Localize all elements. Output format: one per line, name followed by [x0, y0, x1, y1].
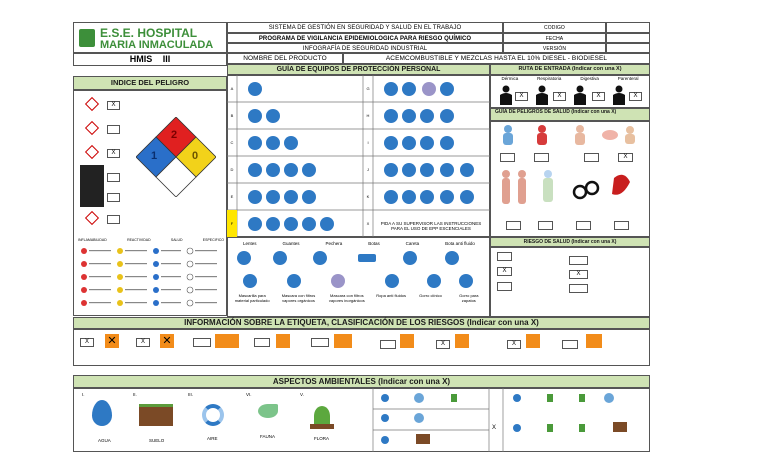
- flammable-label-icon: [276, 334, 290, 348]
- label-ropa: Ropa anti fluidos: [376, 293, 407, 298]
- ruta-mark-1[interactable]: X: [553, 92, 566, 101]
- label-mascara-organicos: Mascara con filtros vapores orgánicos: [281, 293, 316, 303]
- suelo-label: SUELO: [149, 438, 165, 443]
- ruta-parenteral: Parenteral: [617, 76, 639, 81]
- epp-row-d: D: [230, 167, 234, 172]
- ruta-title: RUTA DE ENTRADA (Indicar con una X): [490, 64, 650, 75]
- epp-row-e: E: [230, 194, 234, 199]
- epp-row-b: B: [230, 113, 234, 118]
- suelo-num: II.: [133, 392, 137, 397]
- ruta-mark-2[interactable]: X: [592, 92, 605, 101]
- epp-row-f: F: [230, 221, 234, 226]
- corrosive-label-icon: [400, 334, 414, 348]
- flora-num: V.: [300, 392, 304, 397]
- plant-pot-icon: [310, 424, 334, 429]
- soil-icon: [139, 404, 173, 426]
- ambientales-title: ASPECTOS AMBIENTALES (Indicar con una X): [73, 375, 650, 388]
- agua-num: I.: [82, 392, 85, 397]
- epp-title: GUÍA DE EQUIPOS DE PROTECCIÓN PERSONAL: [227, 64, 490, 75]
- label-botas: Botas: [368, 241, 380, 246]
- etiqueta-mark-6[interactable]: X: [436, 340, 450, 349]
- parenteral-person-icon: [612, 85, 626, 105]
- toxic-label-icon: ✕: [105, 334, 119, 348]
- label-careta: Careta: [405, 241, 420, 246]
- explosive-label-icon: [215, 334, 239, 348]
- aire-num: III.: [188, 392, 194, 397]
- peligros-r2-mark-1[interactable]: [538, 221, 553, 230]
- nfpa-fire-value: 2: [171, 129, 178, 141]
- indice-mark-2[interactable]: X: [107, 149, 120, 158]
- epp-note: PIDA A SU SUPERVISOR LAS INSTRUCCIONES PARA EL USO DE EPP ESCENCIALES: [380, 221, 482, 231]
- indice-mark-5[interactable]: [107, 215, 120, 224]
- ruta-labels: [492, 76, 648, 81]
- riesgo-left-mark-0[interactable]: [497, 252, 512, 261]
- peligros-title: GUÍA DE PELIGROS DE SALUD (Indicar con una X): [490, 108, 650, 121]
- nfpa-reactivity-value: 0: [192, 150, 199, 162]
- epp-row-c: C: [230, 140, 234, 145]
- etiqueta-mark-1[interactable]: X: [136, 338, 150, 347]
- riesgo-title: RIESGO DE SALUD (Indicar con una X): [490, 237, 650, 247]
- etiqueta-mark-8[interactable]: [562, 340, 578, 349]
- nfpa-diamond: [136, 117, 216, 197]
- indice-mark-4[interactable]: [107, 193, 120, 202]
- epp-row-h: H: [366, 113, 370, 118]
- product-label: NOMBRE DEL PRODUCTO: [227, 53, 343, 64]
- fauna-num: VI.: [246, 392, 252, 397]
- etiqueta-mark-4[interactable]: [311, 338, 329, 347]
- label-pechera: Pechera: [325, 241, 343, 246]
- amb-item-agua: [82, 392, 126, 448]
- oxidizing-label-icon: [334, 334, 352, 348]
- flammable-sign-icon: [85, 97, 99, 111]
- amb-item-fauna: [246, 392, 290, 448]
- logo-box: [73, 22, 227, 53]
- indice-panel: [73, 90, 227, 316]
- fauna-label: FAUNA: [260, 434, 276, 439]
- etiqueta-mark-5[interactable]: [380, 340, 396, 349]
- version-value: [606, 43, 650, 53]
- riesgo-left-mark-1[interactable]: X: [497, 267, 512, 276]
- flora-label: FLORA: [314, 436, 330, 441]
- peligros-r1-mark-0[interactable]: [500, 153, 515, 162]
- amb-item-flora: [300, 392, 344, 448]
- plant-icon: [314, 406, 330, 426]
- epp-row-g: G: [366, 86, 370, 91]
- indice-mark-3[interactable]: [107, 173, 120, 182]
- hummingbird-icon: [258, 404, 278, 418]
- environment-label-icon: [455, 334, 469, 348]
- epp-row-j: J: [367, 167, 369, 172]
- wind-icon: [202, 404, 224, 426]
- ruta-mark-0[interactable]: X: [515, 92, 528, 101]
- amb-item-suelo: [133, 392, 177, 448]
- etiqueta-mark-7[interactable]: X: [507, 340, 521, 349]
- epp-row-x: X: [366, 221, 370, 226]
- health-hazard-sign-icon: [85, 145, 99, 159]
- hmis-box: [73, 53, 227, 66]
- product-name: ACEMCOMBUSTIBLE Y MEZCLAS HASTA EL 10% DIESEL - BIODIESEL: [343, 53, 650, 64]
- ruta-respiratoria: Respiratoria: [537, 76, 562, 81]
- peligros-r1-mark-3[interactable]: X: [618, 153, 633, 162]
- peligros-r1-mark-2[interactable]: [584, 153, 599, 162]
- epp-row-k: K: [366, 194, 370, 199]
- version-label: VERSIÓN: [503, 43, 606, 53]
- peligros-r2-mark-0[interactable]: [506, 221, 521, 230]
- legend-grid: [80, 246, 224, 312]
- explosive-sign-icon: [85, 211, 99, 225]
- hmis-label: HMIS: [129, 54, 153, 64]
- ruta-digestiva: Digestiva: [580, 76, 599, 81]
- legend-header: [78, 238, 224, 242]
- riesgo-left-mark-2[interactable]: [497, 282, 512, 291]
- health-hazard-icons-row2: [494, 168, 646, 208]
- etiqueta-mark-3[interactable]: [254, 338, 270, 347]
- header-title1: SISTEMA DE GESTIÓN EN SEGURIDAD Y SALUD EN EL TRABAJO: [227, 22, 503, 33]
- dermica-person-icon: [499, 85, 513, 105]
- fecha-value: [606, 33, 650, 43]
- label-mascarilla: Mascarilla para material particulado: [234, 293, 270, 303]
- label-mascara-inorganicos: Mascara con filtros vapores inorgánicos: [328, 293, 365, 303]
- label-bota-anti-fluido: Bota anti fluido: [445, 241, 475, 246]
- peligros-r1-mark-1[interactable]: [534, 153, 549, 162]
- legend-salud: SALUD: [170, 238, 183, 242]
- digestiva-person-icon: [573, 85, 587, 105]
- indice-mark-1[interactable]: [107, 125, 120, 134]
- epp-grid-lines: [227, 75, 490, 237]
- label-gorro-zapatos: Gorro para zapatos: [459, 293, 479, 303]
- riesgo-right-mark-2[interactable]: [569, 284, 588, 293]
- irritant-label-icon: [526, 334, 540, 348]
- epp-row-a: A: [230, 86, 234, 91]
- respiratoria-person-icon: [535, 85, 549, 105]
- health-hazard-icons-row1: [494, 124, 646, 146]
- etiqueta-mark-0[interactable]: X: [80, 338, 94, 347]
- legend-especifico: ESPECIFICO: [202, 238, 224, 242]
- ruta-mark-3[interactable]: X: [629, 92, 642, 101]
- etiqueta-title: INFORMACIÓN SOBRE LA ETIQUETA, CLASIFICACIÓN DE LOS RIESGOS (Indicar con una X): [73, 317, 650, 329]
- epp-top-labels: [230, 241, 488, 246]
- logo-line2: MARIA INMACULADA: [100, 39, 214, 51]
- peligros-r2-mark-3[interactable]: [614, 221, 629, 230]
- ruta-dermica: Dérmica: [501, 76, 519, 81]
- logo-line1: E.S.E. HOSPITAL: [100, 26, 198, 40]
- legend-flamm: INFLAMABILIDAD: [78, 238, 107, 242]
- hmis-value: III: [162, 54, 171, 64]
- peligros-r2-mark-2[interactable]: [576, 221, 591, 230]
- hospital-logo-icon: [79, 29, 95, 47]
- oxidizer-sign-icon: [85, 121, 99, 135]
- harmful-label-icon: ✕: [160, 334, 174, 348]
- codigo-value: [606, 22, 650, 33]
- fecha-label: FECHA: [503, 33, 606, 43]
- nfpa-health-value: 1: [151, 150, 158, 162]
- header-title2: PROGRAMA DE VIGILANCIA EPIDEMIOLOGICA PARA RIESGO QUÍMICO: [227, 33, 503, 43]
- epp-bottom-labels: [230, 293, 488, 303]
- label-lentes: Lentes: [242, 241, 257, 246]
- epp-row-i: I: [367, 140, 369, 145]
- label-gorro-clinico: Gorro clínico: [419, 293, 442, 298]
- riesgo-right-mark-0[interactable]: [569, 256, 588, 265]
- label-guantes: Guantes: [282, 241, 300, 246]
- indice-mark-0[interactable]: X: [107, 101, 120, 110]
- aire-label: AIRE: [207, 436, 218, 441]
- indice-title: INDICE DEL PELIGRO: [73, 76, 227, 90]
- etiqueta-mark-2[interactable]: [193, 338, 211, 347]
- codigo-label: CODIGO: [503, 22, 606, 33]
- ambientales-mark[interactable]: X: [492, 425, 497, 431]
- water-drop-icon: [92, 400, 112, 426]
- riesgo-right-mark-1[interactable]: X: [569, 270, 588, 279]
- legend-react: REACTIVIDAD: [127, 238, 151, 242]
- black-hazard-block-icon: [80, 165, 104, 207]
- agua-label: AGUA: [98, 438, 111, 443]
- amb-item-aire: [188, 392, 232, 448]
- header-title3: INFOGRAFÍA DE SEGURIDAD INDUSTRIAL: [227, 43, 503, 53]
- epp-legend-icons: [230, 249, 488, 293]
- hazard-label-icon: [586, 334, 602, 348]
